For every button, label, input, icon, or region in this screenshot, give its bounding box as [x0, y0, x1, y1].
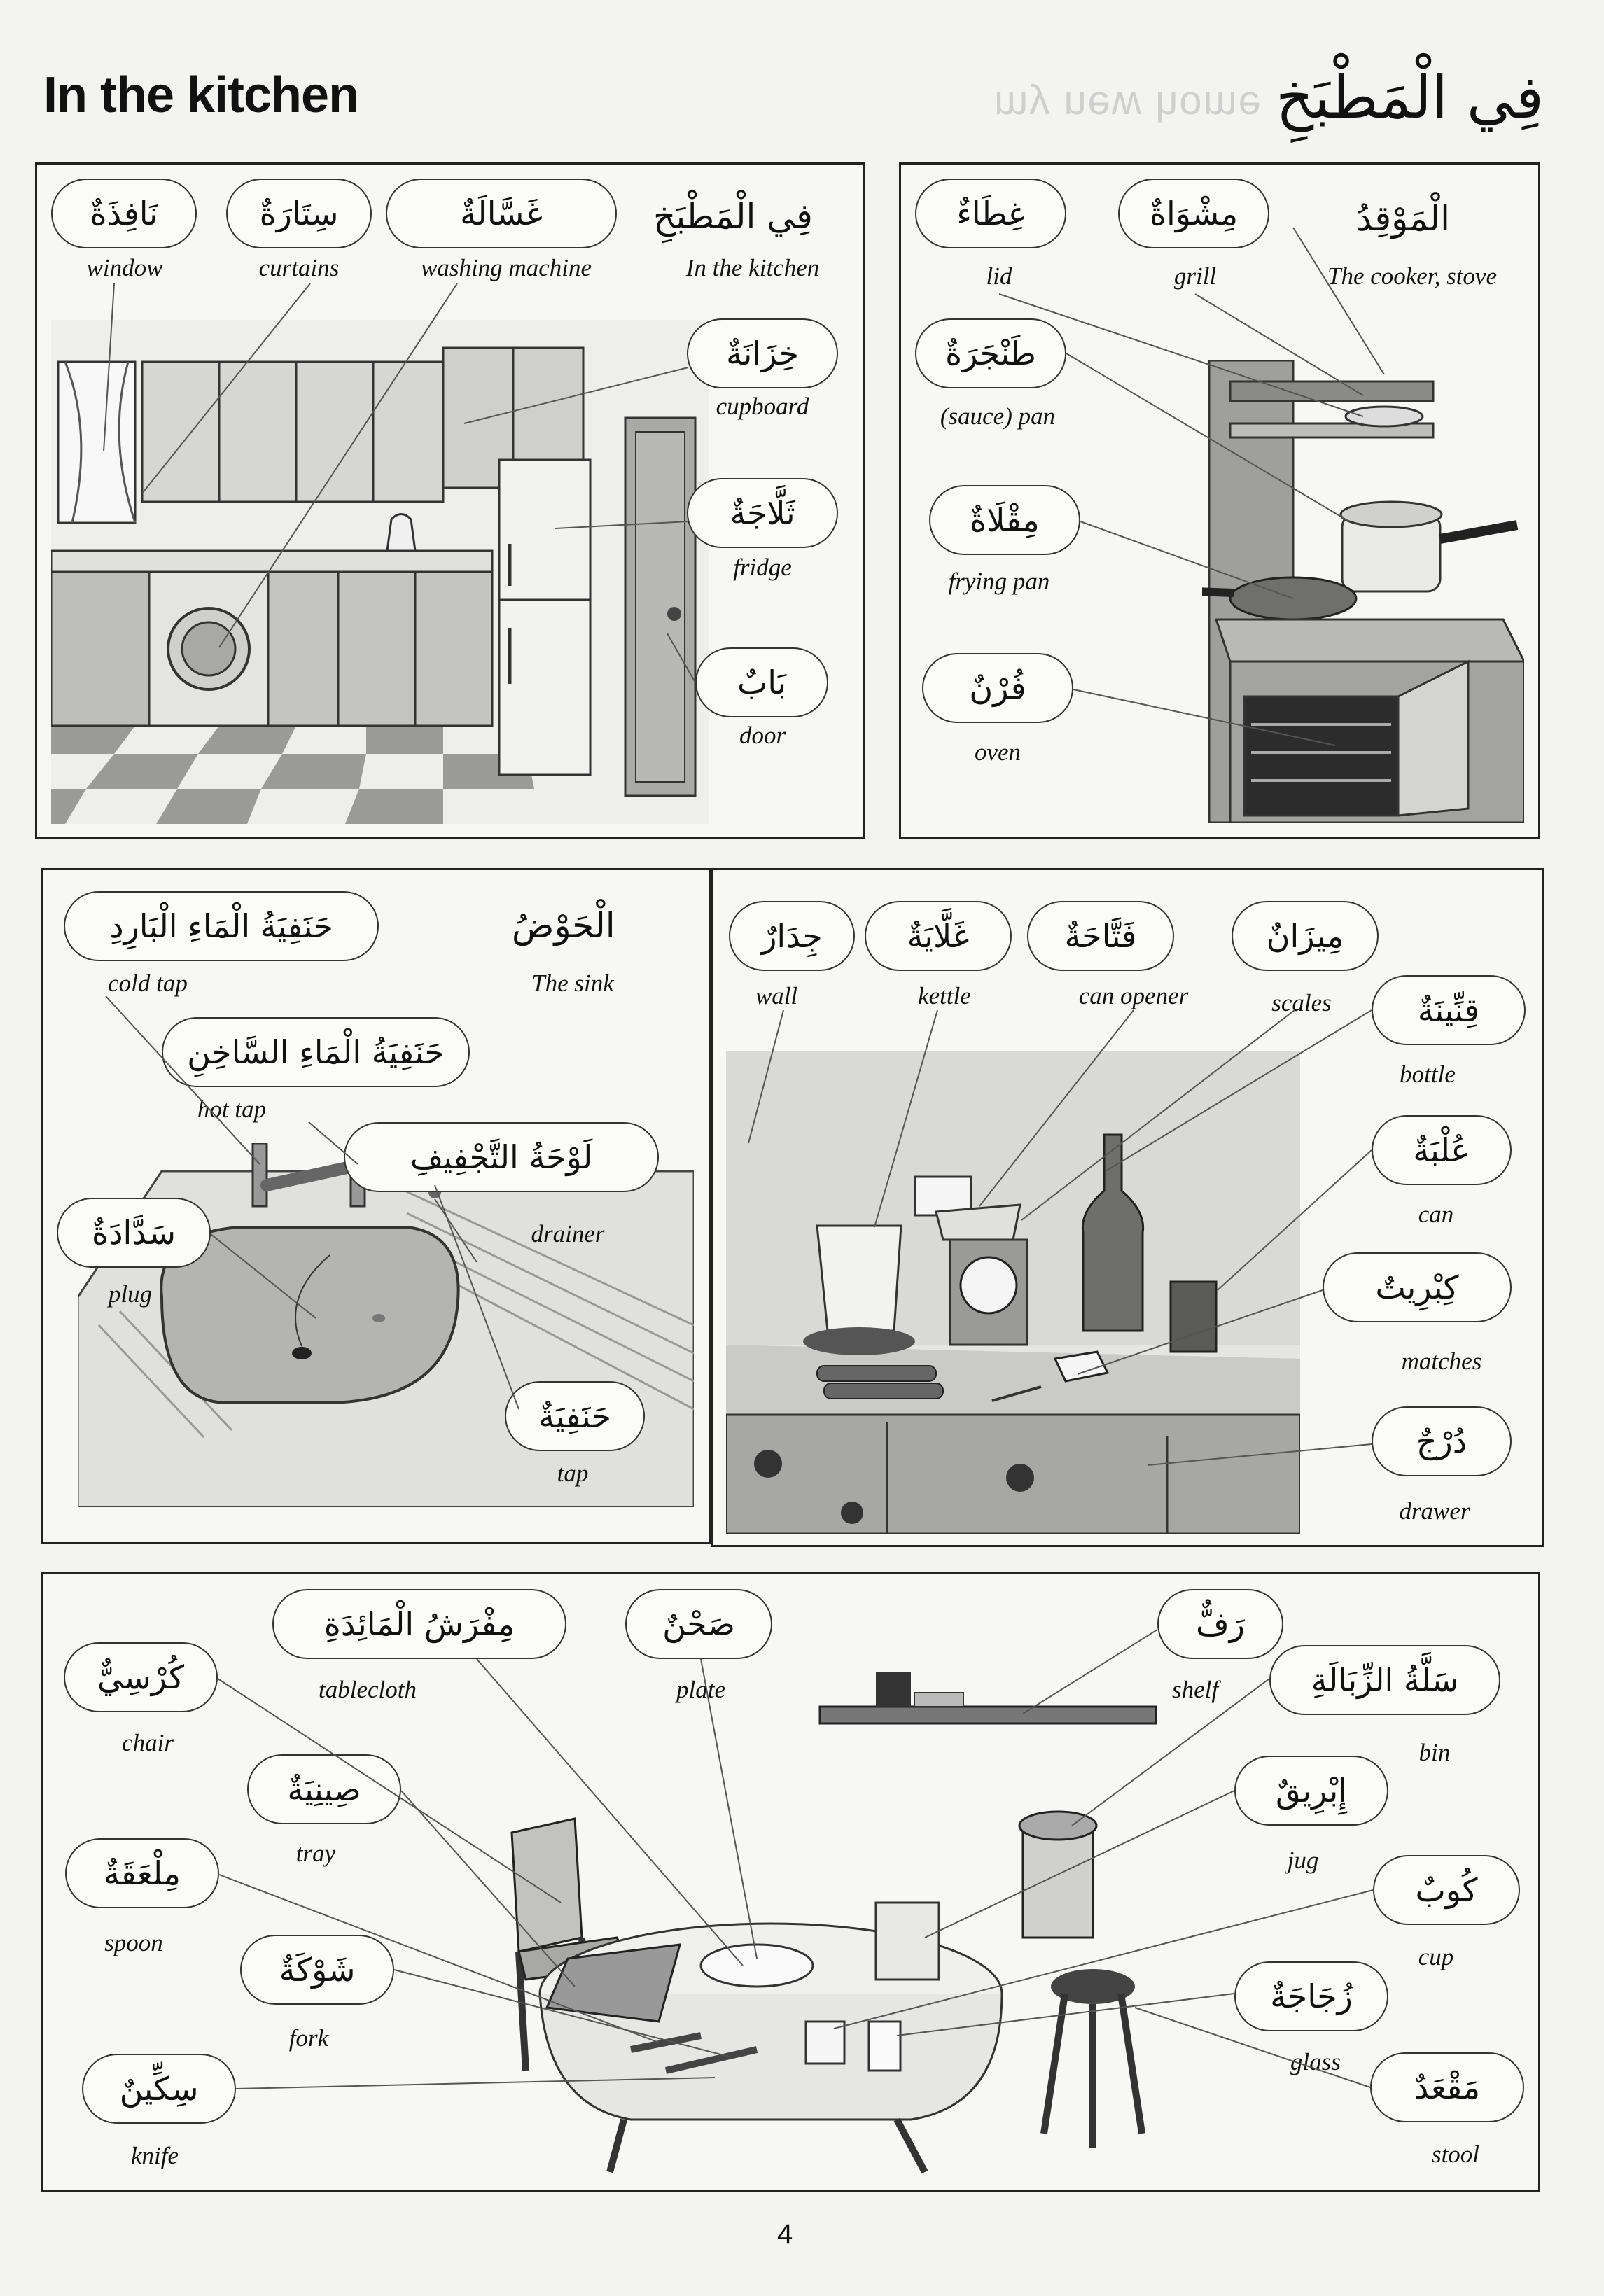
caption-plug: plug [108, 1280, 153, 1308]
label-pill-jug: إِبْرِيقٌ [1234, 1756, 1388, 1826]
caption-frying-pan: frying pan [948, 568, 1050, 595]
label-pill-stool: مَقْعَدٌ [1370, 2052, 1524, 2122]
label-pill-wall: جِدَارٌ [729, 901, 855, 971]
caption-drainer: drainer [531, 1220, 605, 1247]
caption-hot-tap: hot tap [197, 1096, 267, 1123]
caption-can: can [1418, 1200, 1454, 1228]
caption-chair: chair [122, 1729, 174, 1756]
panel-table [41, 1572, 1540, 2192]
caption-fridge: fridge [733, 554, 792, 581]
panel-heading-arabic: فِي الْمَطْبَخِ [653, 196, 813, 237]
label-pill-tablecloth: مِفْرَشُ الْمَائِدَةِ [272, 1589, 566, 1659]
page-title-arabic: فِي الْمَطْبَخِ [1276, 63, 1544, 132]
label-pill-shelf: رَفٌّ [1157, 1589, 1283, 1659]
caption-tap: tap [557, 1460, 589, 1487]
caption-spoon: spoon [104, 1929, 163, 1956]
label-pill-cup: كُوبٌ [1373, 1855, 1520, 1925]
caption-tablecloth: tablecloth [319, 1676, 417, 1703]
label-pill-matches: كِبْرِيتٌ [1323, 1252, 1512, 1322]
caption-scales: scales [1271, 989, 1332, 1016]
caption-sauce-pan: (sauce) pan [940, 402, 1056, 430]
caption-oven: oven [974, 738, 1021, 766]
table-illustration [449, 1658, 1233, 2176]
label-pill-drawer: دُرْجٌ [1372, 1406, 1512, 1476]
kitchen-illustration [51, 320, 709, 824]
label-pill-frying-pan: مِقْلَاةٌ [929, 485, 1080, 555]
label-pill-kettle: غَلَّايَةٌ [865, 901, 1012, 971]
caption-glass: glass [1290, 2048, 1341, 2076]
caption-plate: plate [676, 1676, 725, 1703]
caption-fork: fork [288, 2024, 329, 2052]
label-pill-can-opener: فَتَّاحَةٌ [1027, 901, 1174, 971]
caption-wall: wall [755, 982, 798, 1009]
label-pill-fork: شَوْكَةٌ [240, 1935, 394, 2005]
cooker-heading-arabic: الْمَوْقِدُ [1356, 198, 1451, 239]
panel-heading-english: In the kitchen [685, 254, 820, 281]
page-number: 4 [777, 2219, 793, 2250]
caption-window: window [86, 254, 163, 281]
label-pill-plug: سَدَّادَةٌ [57, 1198, 211, 1268]
label-pill-door: بَابٌ [695, 648, 828, 718]
label-pill-grill: مِشْوَاةٌ [1118, 178, 1269, 248]
faded-background-text: my new home [994, 83, 1263, 129]
label-pill-bin: سَلَّةُ الزِّبَالَةِ [1269, 1645, 1500, 1715]
label-pill-sauce-pan: طَنْجَرَةٌ [915, 318, 1066, 388]
label-pill-scales: مِيزَانٌ [1232, 901, 1379, 971]
caption-washing-machine: washing machine [420, 254, 592, 281]
label-pill-cupboard: خِزَانَةٌ [687, 318, 838, 388]
panel-kitchen [35, 162, 865, 839]
label-pill-hot-tap: حَنَفِيَةُ الْمَاءِ السَّاخِنِ [162, 1017, 470, 1087]
sink-heading-english: The sink [531, 969, 614, 997]
label-pill-tap: حَنَفِيَةٌ [505, 1381, 645, 1451]
panel-sink [41, 868, 711, 1544]
caption-drawer: drawer [1399, 1497, 1470, 1525]
caption-can-opener: can opener [1078, 982, 1189, 1009]
caption-bottle: bottle [1400, 1060, 1456, 1088]
label-pill-knife: سِكِّينٌ [82, 2054, 236, 2124]
caption-matches: matches [1401, 1348, 1482, 1375]
label-pill-oven: فُرْنٌ [922, 653, 1073, 723]
label-pill-glass: زُجَاجَةٌ [1234, 1961, 1388, 2031]
caption-stool: stool [1431, 2141, 1480, 2168]
caption-cold-tap: cold tap [108, 969, 188, 997]
caption-bin: bin [1418, 1739, 1451, 1766]
sink-heading-arabic: الْحَوْضُ [512, 905, 615, 946]
caption-knife: knife [130, 2142, 179, 2169]
caption-cupboard: cupboard [716, 393, 809, 420]
label-pill-spoon: مِلْعَقَةٌ [65, 1838, 219, 1908]
caption-grill: grill [1173, 262, 1217, 290]
label-pill-fridge: ثَلَّاجَةٌ [687, 478, 838, 548]
cooker-illustration [1202, 360, 1524, 822]
cooker-heading-english: The cooker, stove [1327, 262, 1498, 290]
caption-tray: tray [295, 1840, 336, 1867]
panel-counter [711, 868, 1544, 1547]
caption-shelf: shelf [1171, 1676, 1219, 1703]
label-pill-chair: كُرْسِيٌّ [64, 1642, 218, 1712]
caption-lid: lid [986, 262, 1012, 290]
label-pill-washing-machine: غَسَّالَةٌ [386, 178, 617, 248]
label-pill-can: عُلْبَةٌ [1372, 1115, 1512, 1185]
caption-door: door [739, 722, 786, 749]
caption-kettle: kettle [918, 982, 971, 1009]
panel-cooker [899, 162, 1540, 839]
counter-illustration [726, 1051, 1300, 1534]
caption-cup: cup [1418, 1943, 1454, 1970]
label-pill-cold-tap: حَنَفِيَةُ الْمَاءِ الْبَارِدِ [64, 891, 379, 961]
caption-curtains: curtains [258, 254, 340, 281]
label-pill-tray: صِينِيَةٌ [247, 1754, 401, 1824]
label-pill-window: نَافِذَةٌ [51, 178, 197, 248]
page-title-english: In the kitchen [43, 67, 359, 123]
label-pill-bottle: قِنِّينَةٌ [1372, 975, 1526, 1045]
label-pill-plate: صَحْنٌ [625, 1589, 772, 1659]
label-pill-lid: غِطَاءٌ [915, 178, 1066, 248]
caption-jug: jug [1287, 1847, 1319, 1874]
label-pill-drainer: لَوْحَةُ التَّجْفِيفِ [344, 1122, 659, 1192]
label-pill-curtains: سِتَارَةٌ [226, 178, 372, 248]
